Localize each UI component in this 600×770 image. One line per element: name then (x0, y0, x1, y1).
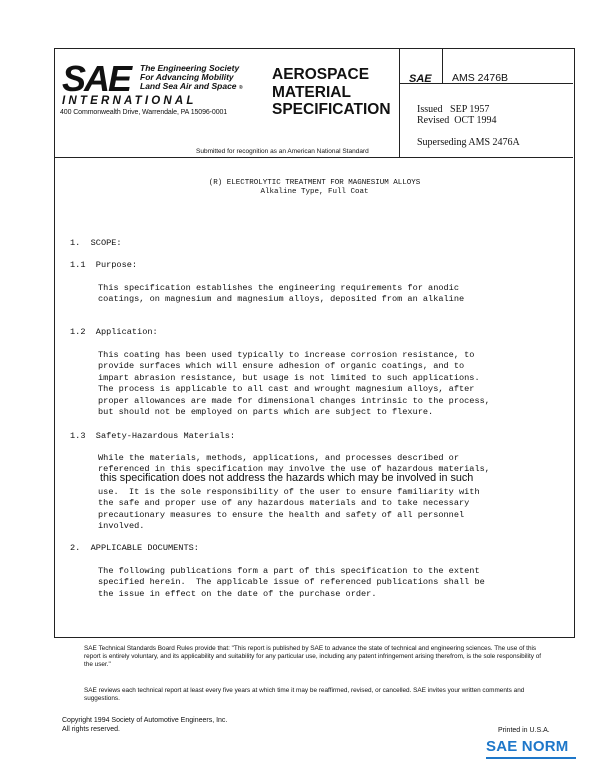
copyright-line-2: All rights reserved. (62, 726, 120, 733)
section-1-1-body: This specification establishes the engineering requirements for anodic coatings, on magnesium and magnesium alloys, deposited from an alkaline (98, 283, 465, 305)
spec-title (272, 66, 402, 119)
section-2-heading: 2. APPLICABLE DOCUMENTS: (70, 543, 199, 553)
ansi-submission-note: Submitted for recognition as an American National Standard (196, 148, 369, 155)
issued-date: Issued SEP 1957 (417, 104, 490, 115)
header-divider (55, 157, 573, 158)
org-line-3: Land Sea Air and Space ® (140, 81, 243, 91)
superseding-label: Superseding AMS 2476A (417, 137, 520, 148)
section-1-3-heading: 1.3 Safety-Hazardous Materials: (70, 431, 236, 441)
spec-title-line-3: SPECIFICATION (272, 101, 391, 118)
section-1-3-body-part-1: While the materials, methods, applications, and processes described or referenced in this specification may involve the use of hazardous materials, (98, 453, 490, 475)
spec-title-line-2: MATERIAL (272, 83, 351, 101)
international-label: INTERNATIONAL (62, 95, 197, 107)
section-1-2-body: This coating has been used typically to increase corrosion resistance, to provide surfaces which will ensure adhesion of organic coatings, and to impart abrasion resistance, but usage is not limited to such applications. The process is applicable to all cast and wrought magnesium alloys, after proper allowances are made for dimensional changes intrinsic to the process, but should not be employed on parts which are subject to flexure. (98, 350, 490, 418)
section-2-body: The following publications form a part of this specification to the extent specified herein. The applicable issue of referenced publications shall be the issue in effect on the date of the purchase order. (98, 566, 485, 599)
ams-number: AMS 2476B (452, 72, 509, 84)
section-1-2-heading: 1.2 Application: (70, 327, 158, 337)
org-line-1: The Engineering Society (140, 63, 240, 73)
document-title-line-2: Alkaline Type, Full Coat (260, 188, 369, 196)
footer-review-note: SAE reviews each technical report at least every five years at which time it may be reaffirmed, revised, or cancelled. SAE invites your written comments and suggestions. (84, 687, 525, 702)
sae-norm-underline (486, 757, 586, 761)
spec-title-line-1: AEROSPACE (272, 66, 370, 83)
copyright-notice (62, 716, 227, 734)
section-1-3-overlay-sentence: this specification does not address the hazards which may be involved in such (100, 472, 474, 484)
sae-small-logo: SAE (409, 73, 432, 85)
ams-number-divider (442, 49, 443, 83)
revised-date: Revised OCT 1994 (417, 115, 497, 126)
registered-mark: ® (238, 85, 243, 91)
document-title-line-1: (R) ELECTROLYTIC TREATMENT FOR MAGNESIUM ALLOYS (208, 179, 421, 187)
section-1-1-heading: 1.1 Purpose: (70, 260, 138, 270)
printed-in-usa: Printed in U.S.A. (498, 727, 550, 734)
document-title (54, 179, 575, 197)
sae-address: 400 Commonwealth Drive, Warrendale, PA 15096-0001 (60, 109, 228, 116)
sae-logo: SAE (62, 58, 131, 99)
org-line-2: For Advancing Mobility (140, 72, 234, 82)
footer-board-rules: SAE Technical Standards Board Rules provide that: "This report is published by SAE to advance the state of technical and engineering sciences. The use of this report is entirely voluntary, and its applicability and suitability for any particular use, including any patent infringement arising therefrom, is the sole responsibility of the user." (84, 645, 542, 668)
section-1-3-body-part-2: use. It is the sole responsibility of the user to ensure familiarity with the safe and proper use of any hazardous materials and to take necessary precautionary measures to ensure the health and safety of all personnel involved. (98, 487, 480, 532)
section-1-heading: 1. SCOPE: (70, 238, 122, 248)
org-tagline (140, 64, 270, 93)
copyright-line-1: Copyright 1994 Society of Automotive Engineers, Inc. (62, 717, 228, 724)
sae-norm-watermark-logo: SAE NORM (486, 738, 569, 755)
